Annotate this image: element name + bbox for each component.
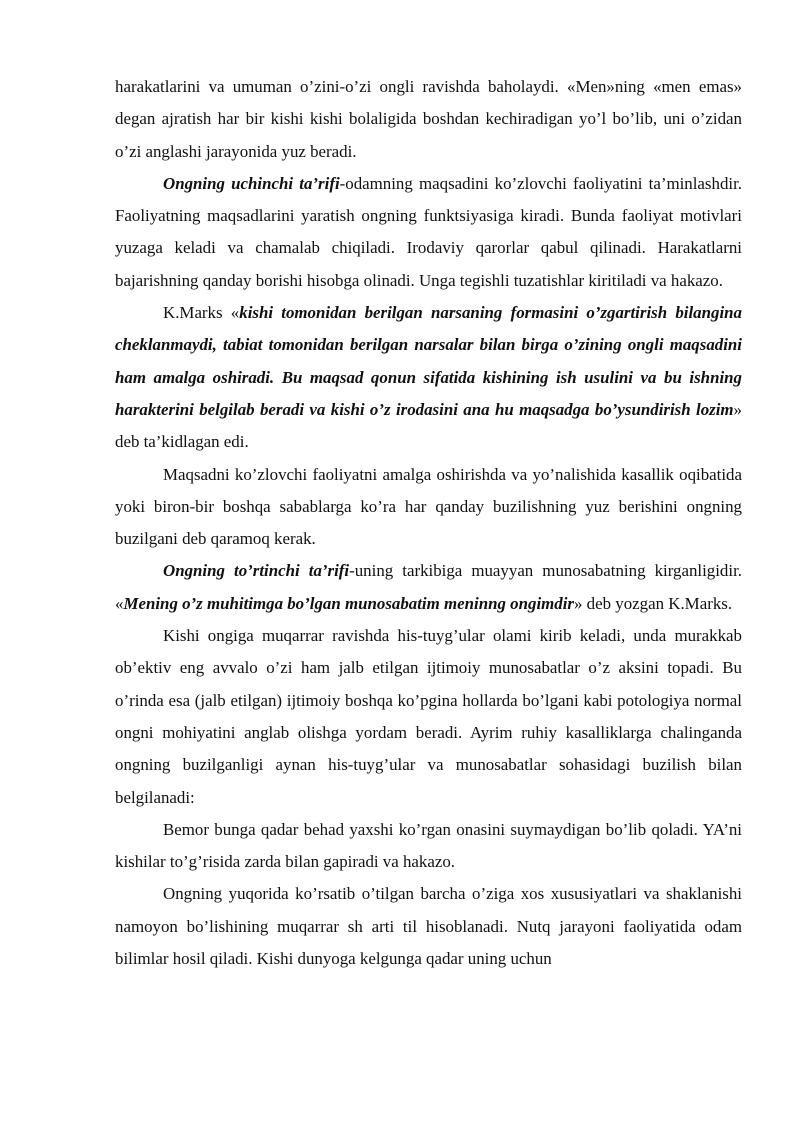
paragraph-text: -odamning maqsadini ko’zlovchi faoliyatini ta’minlashdir. Faoliyatning maqsadlarini yaratish ongning funktsiyasiga kiradi. Bunda faoliyat motivlari yuzaga keladi va chamalab chiqiladi. Irodaviy qarorlar qabul qilinadi. Harakatlarni bajarishning qanday borishi hisobga olinadi. Unga tegishli tuzatishlar kiritiladi va hakazo.: [115, 173, 742, 290]
paragraph-text: Bemor bunga qadar behad yaxshi ko’rgan onasini suymaydigan bo’lib qoladi. YA’ni kishilar to’g’risida zarda bilan gapiradi va hakazo.: [115, 819, 742, 872]
emphasis-heading: Ongning to’rtinchi ta’rifi: [163, 561, 350, 581]
emphasis-heading: Ongning uchinchi ta’rifi: [163, 173, 340, 193]
paragraph-5: [115, 555, 742, 620]
paragraph-text: -uning tarkibiga muayyan munosabatning kirganligidir. «: [115, 561, 742, 613]
paragraph-text: K.Marks «: [163, 303, 240, 323]
paragraph-text: Kishi ongiga muqarrar ravishda his-tuyg’ular olami kirib keladi, unda murakkab ob’ektiv eng avvalo o’zi ham jalb etilgan ijtimoiy munosabatlar o’z aksini topadi. Bu o’rinda esa (jalb etilgan) ijtimoiy boshqa ko’pgina hollarda bo’lgani kabi potologiya normal ongni mohiyatini anglab olishga yordam beradi. Ayrim ruhiy kasalliklarga chalinganda ongning buzilganligi aynan his-tuyg’ular va munosabatlar sohasidagi buzilish bilan belgilanadi:: [115, 626, 742, 807]
paragraph-6: [115, 620, 742, 814]
paragraph-text: harakatlarini va umuman o’zini-o’zi ongli ravishda baholaydi. «Men»ning «men emas» degan ajratish har bir kishi kishi bolaligida boshdan kechiradigan yo’l bo’lib, uni o’zidan o’zi anglashi jarayonida yuz beradi.: [115, 77, 742, 161]
document-body: [115, 71, 742, 975]
quote-text: Mening o’z muhitimga bo’lgan munosabatim meninng ongimdir: [123, 593, 574, 613]
paragraph-7: [115, 814, 742, 879]
paragraph-3: [115, 297, 742, 458]
paragraph-text: » deb ta’kidlagan edi.: [115, 399, 742, 452]
paragraph-8: [115, 878, 742, 975]
quote-text: kishi tomonidan berilgan narsaning formasini o’zgartirish bilangina cheklanmaydi, tabiat tomonidan berilgan narsalar bilan birga o’zining ongli maqsadini ham amalga oshiradi. Bu maqsad qonun sifatida kishining ish usulini va bu ishning harakterini belgilab beradi va kishi o’z irodasini ana hu maqsadga bo’ysundirish lozim: [115, 303, 742, 419]
paragraph-4: [115, 459, 742, 556]
paragraph-text: Ongning yuqorida ko’rsatib o’tilgan barcha o’ziga xos xususiyatlari va shaklanishi namoyon bo’lishining muqarrar sh arti til hisoblanadi. Nutq jarayoni faoliyatida odam bilimlar hosil qiladi. Kishi dunyoga kelgunga qadar uning uchun: [115, 884, 742, 969]
paragraph-text: Maqsadni ko’zlovchi faoliyatni amalga oshirishda va yo’nalishida kasallik oqibatida yoki biron-bir boshqa sabablarga ko’ra har qanday buzilishning yuz berishini ongning buzilgani deb qaramoq kerak.: [115, 464, 742, 549]
paragraph-text: » deb yozgan K.Marks.: [573, 593, 733, 613]
paragraph-1: [115, 71, 742, 168]
paragraph-2: [115, 168, 742, 297]
